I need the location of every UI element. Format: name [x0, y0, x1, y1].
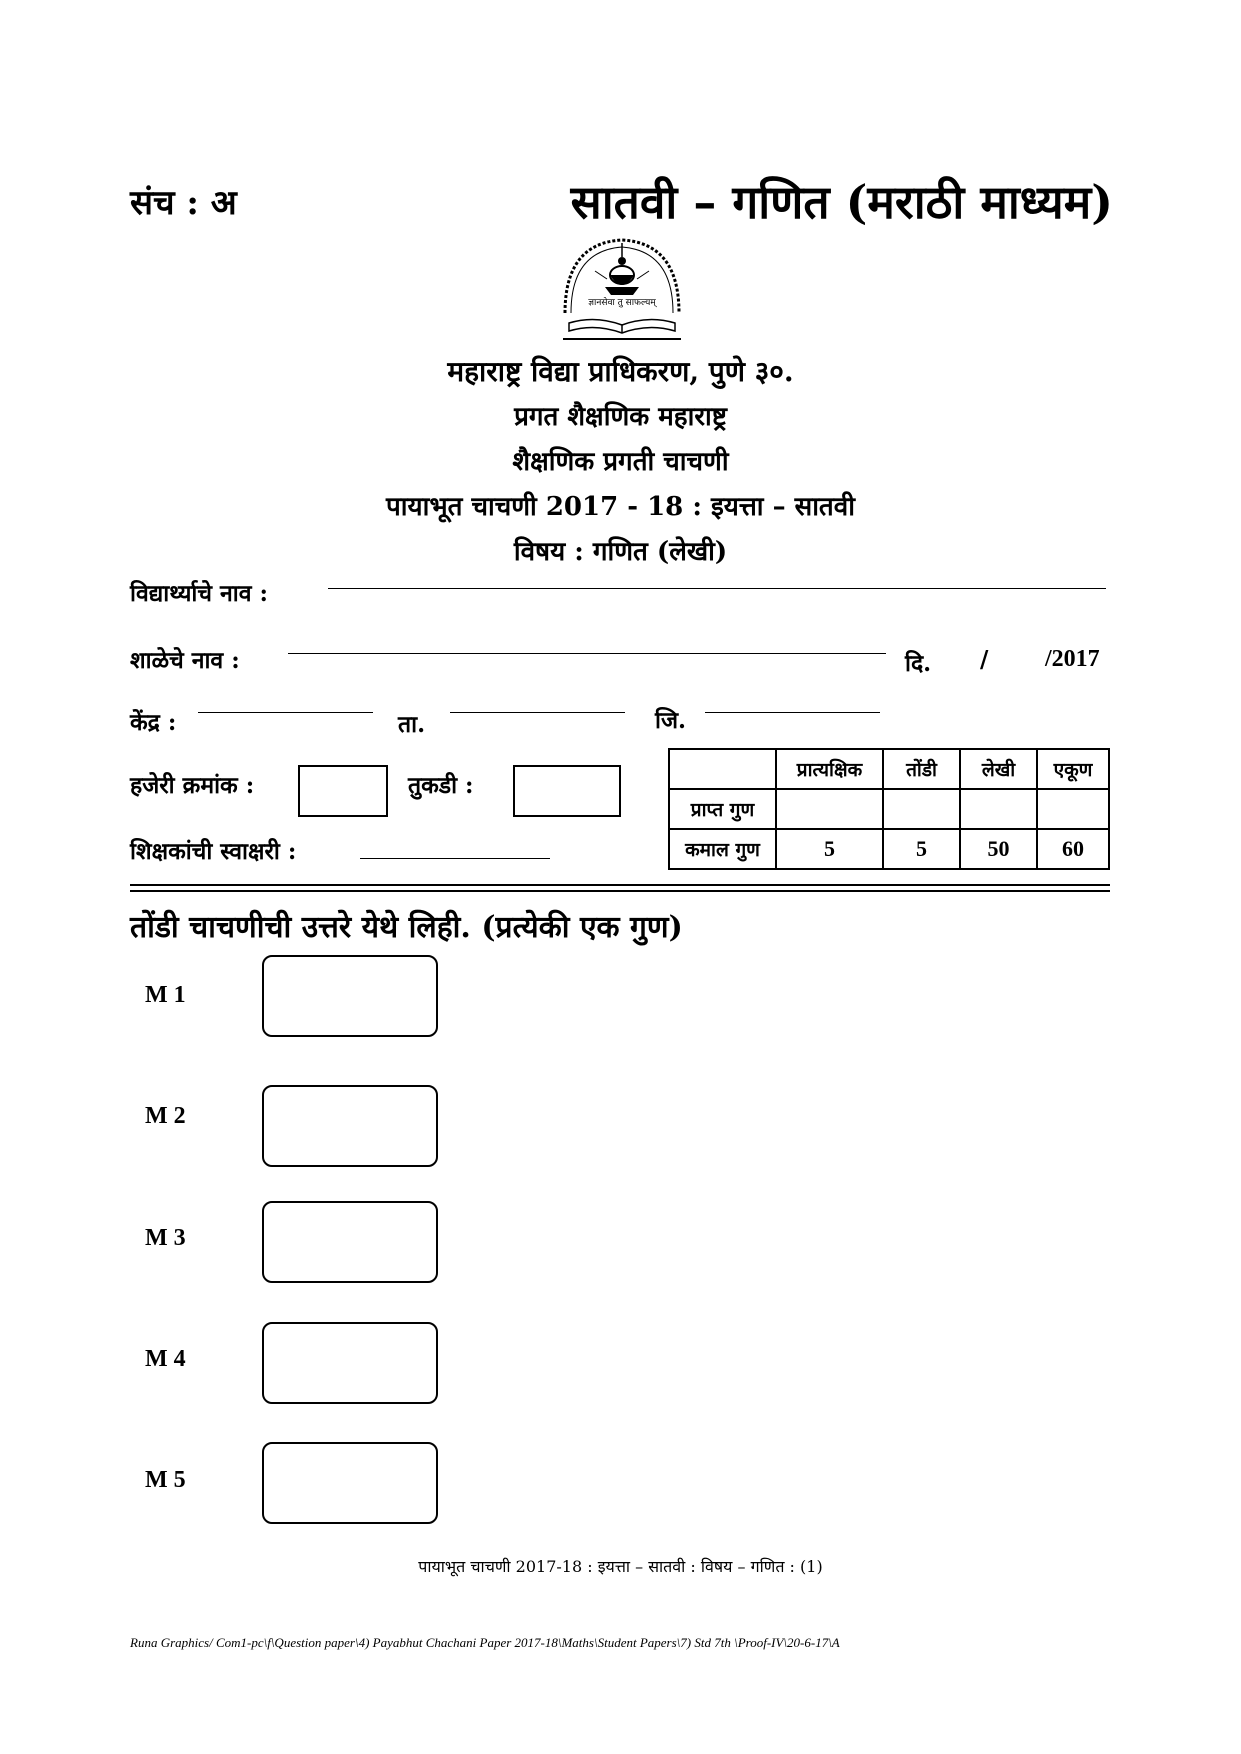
- centre-line[interactable]: [198, 712, 373, 713]
- marks-table: [668, 748, 1110, 870]
- oral-answer-box-m1[interactable]: [262, 955, 438, 1037]
- book-seal-emblem-icon: [555, 235, 689, 347]
- row-label: कमाल गुण: [669, 829, 776, 869]
- teacher-signature-label: शिक्षकांची स्वाक्षरी :: [130, 838, 297, 865]
- school-name-line[interactable]: [288, 653, 886, 654]
- teacher-signature-line[interactable]: [360, 858, 550, 859]
- district-line[interactable]: [705, 712, 880, 713]
- centre-label: केंद्र :: [130, 709, 177, 736]
- section-divider-bottom: [130, 890, 1110, 892]
- table-cell: 5: [776, 829, 883, 869]
- table-header-cell: तोंडी: [883, 749, 960, 789]
- table-header-cell: प्रात्यक्षिक: [776, 749, 883, 789]
- division-box[interactable]: [513, 765, 621, 817]
- table-header-row: [669, 749, 1109, 789]
- oral-answer-box-m2[interactable]: [262, 1085, 438, 1167]
- table-cell[interactable]: [960, 789, 1037, 829]
- district-label: जि.: [655, 707, 687, 734]
- date-label: दि.: [905, 650, 932, 677]
- program-title: प्रगत शैक्षणिक महाराष्ट्र: [514, 402, 727, 432]
- oral-answer-box-m5[interactable]: [262, 1442, 438, 1524]
- oral-item-label: M 5: [145, 1467, 186, 1493]
- oral-item-label: M 1: [145, 982, 186, 1008]
- date-year: /2017: [1045, 646, 1100, 672]
- set-label: संच : अ: [130, 183, 237, 223]
- table-cell[interactable]: [883, 789, 960, 829]
- table-row: [669, 789, 1109, 829]
- school-name-label: शाळेचे नाव :: [130, 647, 240, 674]
- table-header-cell: [669, 749, 776, 789]
- division-label: तुकडी :: [408, 772, 474, 799]
- table-cell: 5: [883, 829, 960, 869]
- table-header-cell: लेखी: [960, 749, 1037, 789]
- row-label: प्राप्त गुण: [669, 789, 776, 829]
- roll-number-label: हजेरी क्रमांक :: [130, 772, 255, 799]
- emblem-motto: ज्ञानसेवा तु साफल्यम्: [588, 298, 656, 308]
- taluka-label: ता.: [398, 711, 426, 738]
- oral-answer-box-m3[interactable]: [262, 1201, 438, 1283]
- oral-test-heading: तोंडी चाचणीची उत्तरे येथे लिही. (प्रत्येकी एक गुण): [130, 910, 683, 945]
- subject-line: विषय : गणित (लेखी): [513, 537, 728, 567]
- oral-answer-box-m4[interactable]: [262, 1322, 438, 1404]
- paper-title: सातवी – गणित (मराठी माध्यम): [570, 175, 1113, 229]
- institution-name: महाराष्ट्र विद्या प्राधिकरण, पुणे ३०.: [447, 355, 794, 388]
- table-cell[interactable]: [1037, 789, 1109, 829]
- table-cell: 60: [1037, 829, 1109, 869]
- table-header-cell: एकूण: [1037, 749, 1109, 789]
- roll-number-box[interactable]: [298, 765, 388, 817]
- oral-item-label: M 3: [145, 1225, 186, 1251]
- test-type: शैक्षणिक प्रगती चाचणी: [512, 447, 729, 477]
- section-divider-top: [130, 884, 1110, 886]
- student-name-label: विद्यार्थ्याचे नाव :: [130, 580, 268, 607]
- print-info: Runa Graphics/ Com1-pc\f\Question paper\4) Payabhut Chachani Paper 2017-18\Maths\Student Papers\7) Std 7th \Proof-IV\20-6-17\A: [130, 1635, 840, 1650]
- page-footer: पायाभूत चाचणी 2017-18 : इयत्ता – सातवी : विषय – गणित : (1): [418, 1557, 823, 1576]
- oral-item-label: M 4: [145, 1346, 186, 1372]
- table-row: [669, 829, 1109, 869]
- test-year-grade: पायाभूत चाचणी 2017 - 18 : इयत्ता – सातवी: [386, 492, 855, 522]
- taluka-line[interactable]: [450, 712, 625, 713]
- table-cell[interactable]: [776, 789, 883, 829]
- oral-item-label: M 2: [145, 1103, 186, 1129]
- student-name-line[interactable]: [328, 588, 1106, 589]
- date-separator: /: [980, 646, 989, 673]
- table-cell: 50: [960, 829, 1037, 869]
